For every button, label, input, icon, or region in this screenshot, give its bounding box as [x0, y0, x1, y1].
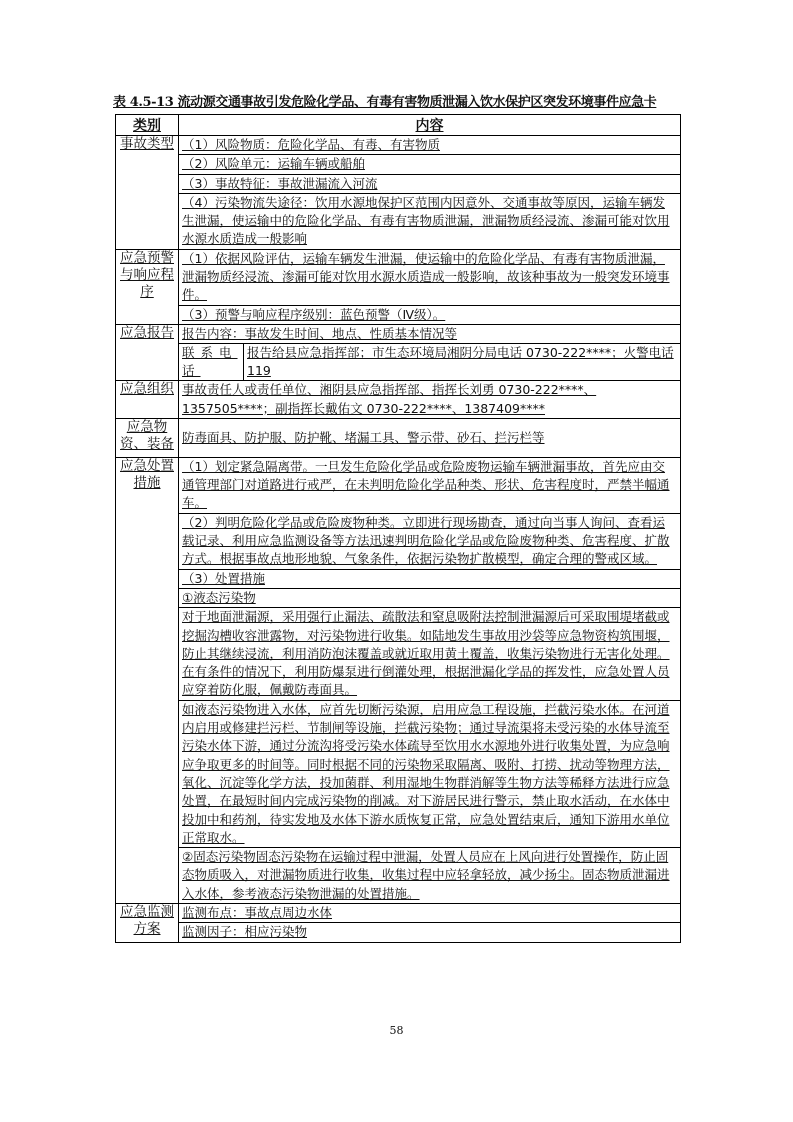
category-cell: 事故类型: [116, 136, 179, 250]
content-line: （3）事故特征：事故泄漏流入河流: [179, 175, 680, 194]
table-caption: 表 4.5-13 流动源交通事故引发危险化学品、有毒有害物质泄漏入饮水保护区突发环境事件应急卡: [113, 95, 657, 110]
content-line: 对于地面泄漏源，采用强行止漏法、疏散法和窒息吸附法控制泄漏源后可采取围堤堵截或挖掘沟槽收容泄露物，对污染物进行收集。如陆地发生事故用沙袋等应急物资构筑围堰，防止其继续浸流，利用消防泡沫覆盖或就近取用黄土覆盖，收集污染物进行无害化处理。在有条件的情况下，利用防爆泵进行倒灌处理，根据泄漏化学品的挥发性，应急处置人员应穿着防化服，佩戴防毒面具。: [179, 608, 680, 700]
table-row: [116, 136, 681, 250]
category-cell: 应急预警与响应程序: [116, 249, 179, 324]
content-line: ②固态污染物固态污染物在运输过程中泄漏，处置人员应在上风向进行处置操作，防止固态物质吸入，对泄漏物质进行收集，收集过程中应轻拿轻放，减少扬尘。固态物质泄漏进入水体，参考液态污染物泄漏的处置措施。: [182, 849, 670, 901]
category-cell: 应急处置措施: [116, 457, 179, 903]
content-line: 防毒面具、防护服、防护靴、堵漏工具、警示带、砂石、拦污栏等: [182, 429, 545, 445]
emergency-card-table: [115, 114, 681, 943]
header-category: 类别: [116, 115, 179, 136]
table-row: [116, 249, 681, 324]
category-cell: 应急报告: [116, 324, 179, 380]
page-number: 58: [389, 1024, 404, 1037]
table-row: [116, 903, 681, 942]
content-cell: [179, 418, 681, 457]
category-cell: 应急监测方案: [116, 903, 179, 942]
content-line: （4）污染物流失途径：饮用水源地保护区范围内因意外、交通事故等原因，运输车辆发生泄漏，使运输中的危险化学品、有毒有害物质泄漏，泄漏物质经浸流、渗漏可能对饮用水源水质造成一般影响: [182, 194, 670, 247]
content-cell: [179, 457, 681, 903]
header-content: 内容: [179, 115, 681, 136]
table-row: [116, 457, 681, 903]
content-cell: [179, 136, 681, 250]
content-line: （2）判明危险化学品或危险废物种类。立即进行现场勘查，通过向当事人询问、查看运载记录、利用应急监测设备等方法迅速判明危险化学品或危险废物种类、危害程度、扩散方式。根据事故点地形地貌、气象条件，依据污染物扩散模型，确定合理的警戒区域。: [179, 514, 680, 570]
contact-row: [179, 344, 680, 380]
content-line: 如液态污染物进入水体，应首先切断污染源，启用应急工程设施，拦截污染水体。在河道内启用或修建拦污栏、节制闸等设施，拦截污染物；通过导流渠将未受污染的水体导流至污染水体下游，通过分流沟将受污染水体疏导至饮用水水源地外进行收集处置，为应急响应争取更多的时间等。同时根据不同的污染物采取隔离、吸附、打捞、扰动等物理方法，氧化、沉淀等化学方法，投加菌群、利用湿地生物群消解等生物方法等稀释方法进行应急处置，在最短时间内完成污染物的削减。对下游居民进行警示，禁止取水活动，在水体中投加中和药剂，待实发地及水体下游水质恢复正常，应急处置结束后，通知下游用水单位正常取水。: [179, 701, 680, 848]
content-cell: [179, 324, 681, 380]
content-line: （1）依据风险评估，运输车辆发生泄漏，使运输中的危险化学品、有毒有害物质泄漏，泄漏物质经浸流、渗漏可能对饮用水源水质造成一般影响，故该种事故为一般突发环境事件。: [179, 250, 680, 306]
content-line: 监测因子：相应污染物: [182, 924, 308, 940]
content-cell: [179, 903, 681, 942]
content-line: （1）划定紧急隔离带。一旦发生危险化学品或危险废物运输车辆泄漏事故，首先应由交通管理部门对道路进行戒严，在未判明危险化学品种类、形状、危害程度时，严禁半幅通车。: [179, 458, 680, 514]
content-cell: [179, 381, 681, 419]
category-cell: 应急物资、装备: [116, 418, 179, 457]
contact-value: 报告给县应急指挥部；市生态环境局湘阴分局电话 0730-222****；火警电话 119: [247, 345, 674, 379]
table-row: [116, 324, 681, 380]
content-line: （1）风险物质：危险化学品、有毒、有害物质: [179, 136, 680, 155]
content-line: （2）风险单元：运输车辆或船舶: [179, 155, 680, 174]
content-line: 事故责任人或责任单位、湘阴县应急指挥部、指挥长刘勇 0730-222****、1357505****；副指挥长戴佑文 0730-222****、1387409****: [182, 382, 597, 416]
table-row: [116, 418, 681, 457]
table-header-row: [116, 115, 681, 136]
content-line: （3）预警与响应程序级别：蓝色预警（Ⅳ级）。: [182, 306, 446, 322]
content-cell: [179, 249, 681, 324]
content-line: 报告内容：事故发生时间、地点、性质基本情况等: [179, 325, 680, 344]
contact-label: 联系电话: [179, 344, 244, 380]
category-cell: 应急组织: [116, 381, 179, 419]
content-line: （3）处置措施: [179, 570, 680, 589]
content-line: ①液态污染物: [179, 589, 680, 608]
table-row: [116, 381, 681, 419]
content-line: 监测布点：事故点周边水体: [179, 904, 680, 923]
